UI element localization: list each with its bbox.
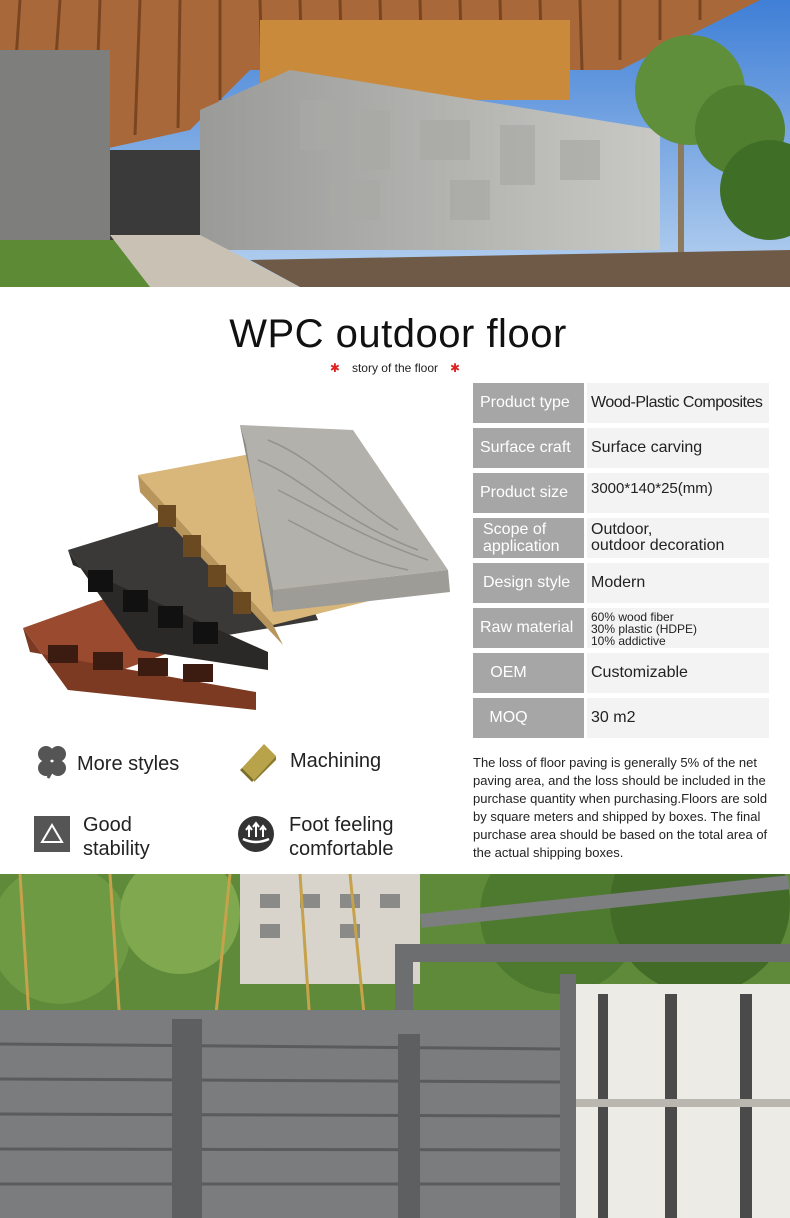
star-icon: ✱ bbox=[450, 361, 461, 375]
fence-pergola-photo bbox=[0, 874, 790, 1218]
spec-row-moq bbox=[473, 698, 769, 738]
clover-icon bbox=[32, 742, 72, 782]
spec-value: Wood-Plastic Composites bbox=[587, 383, 769, 423]
spec-value: 30 m2 bbox=[587, 698, 769, 738]
wpc-boards-image bbox=[18, 420, 458, 715]
spec-label: Raw material bbox=[473, 608, 584, 648]
spec-label: Product size bbox=[473, 473, 584, 513]
spec-value: Modern bbox=[587, 563, 769, 603]
spec-row-design-style bbox=[473, 563, 769, 603]
feature-more-styles: More styles bbox=[77, 753, 180, 775]
spec-label: OEM bbox=[473, 653, 584, 693]
feature-good-stability: Good stability bbox=[83, 814, 150, 860]
spec-row-surface-craft bbox=[473, 428, 769, 468]
wood-bar-icon bbox=[238, 740, 280, 782]
feature-machining: Machining bbox=[290, 750, 382, 772]
foot-feeling-icon bbox=[237, 815, 275, 853]
spec-row-oem bbox=[473, 653, 769, 693]
spec-label: Product type bbox=[473, 383, 584, 423]
spec-label: Scope of application bbox=[473, 518, 584, 558]
loss-description: The loss of floor paving is generally 5% of the net paving area, and the loss should be included in the purchase quantity when purchasing.Floors are sold by square meters and shipped by boxes. The final purchase area should be based on the total area of the actual shipping boxes. bbox=[473, 755, 768, 860]
spec-row-product-size bbox=[473, 473, 769, 513]
spec-label: Design style bbox=[473, 563, 584, 603]
spec-value: 3000*140*25(mm) bbox=[587, 473, 769, 513]
spec-value: 60% wood fiber 30% plastic (HDPE) 10% addictive bbox=[587, 608, 769, 648]
star-icon: ✱ bbox=[329, 361, 340, 375]
spec-row-product-type bbox=[473, 383, 769, 423]
spec-value: Surface carving bbox=[587, 428, 769, 468]
spec-row-scope-of-application bbox=[473, 518, 769, 558]
building-exterior-photo bbox=[0, 0, 790, 287]
feature-foot-feeling: Foot feeling comfortable bbox=[289, 814, 394, 860]
spec-label: MOQ bbox=[473, 698, 584, 738]
spec-row-raw-material bbox=[473, 608, 769, 648]
spec-label: Surface craft bbox=[473, 428, 584, 468]
triangle-icon bbox=[34, 816, 70, 852]
spec-value: Customizable bbox=[587, 653, 769, 693]
spec-value: Outdoor, outdoor decoration bbox=[587, 518, 769, 558]
subtitle bbox=[0, 361, 790, 375]
subtitle-text: story of the floor bbox=[351, 361, 439, 375]
page-title: WPC outdoor floor bbox=[229, 312, 567, 356]
